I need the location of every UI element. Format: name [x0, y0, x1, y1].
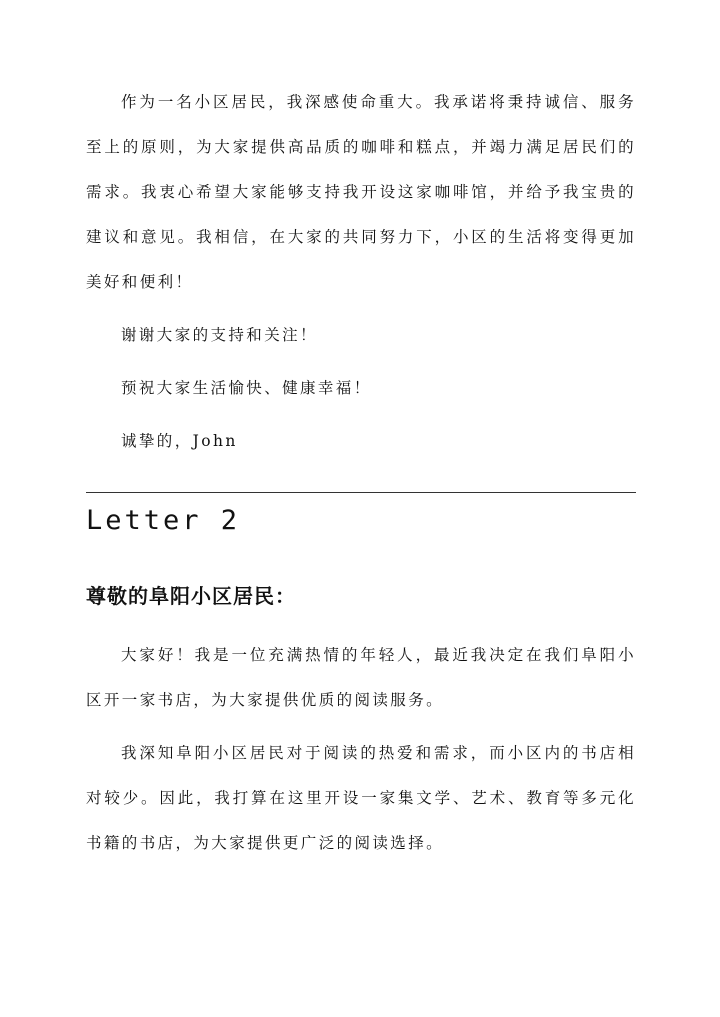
letter2-heading: Letter 2 — [86, 505, 241, 536]
document-page — [86, 80, 636, 866]
letter2-intro-paragraph: 大家好！我是一位充满热情的年轻人，最近我决定在我们阜阳小区开一家书店，为大家提供优质的阅读服务。 — [86, 646, 636, 709]
section-divider — [86, 492, 636, 493]
letter1-body-paragraph: 作为一名小区居民，我深感使命重大。我承诺将秉持诚信、服务至上的原则，为大家提供高品质的咖啡和糕点，并竭力满足居民们的需求。我衷心希望大家能够支持我开设这家咖啡馆，并给予我宝贵的建议和意见。我相信，在大家的共同努力下，小区的生活将变得更加美好和便利！ — [86, 93, 636, 291]
letter1-wishes-line: 预祝大家生活愉快、健康幸福！ — [121, 379, 372, 397]
letter1-signature: 诚挚的，John — [121, 432, 238, 450]
letter2-plan-paragraph: 我深知阜阳小区居民对于阅读的热爱和需求，而小区内的书店相对较少。因此，我打算在这里开设一家集文学、艺术、教育等多元化书籍的书店，为大家提供更广泛的阅读选择。 — [86, 744, 636, 852]
letter2-salutation: 尊敬的阜阳小区居民： — [86, 584, 296, 608]
letter1-thanks-line: 谢谢大家的支持和关注！ — [121, 326, 318, 344]
